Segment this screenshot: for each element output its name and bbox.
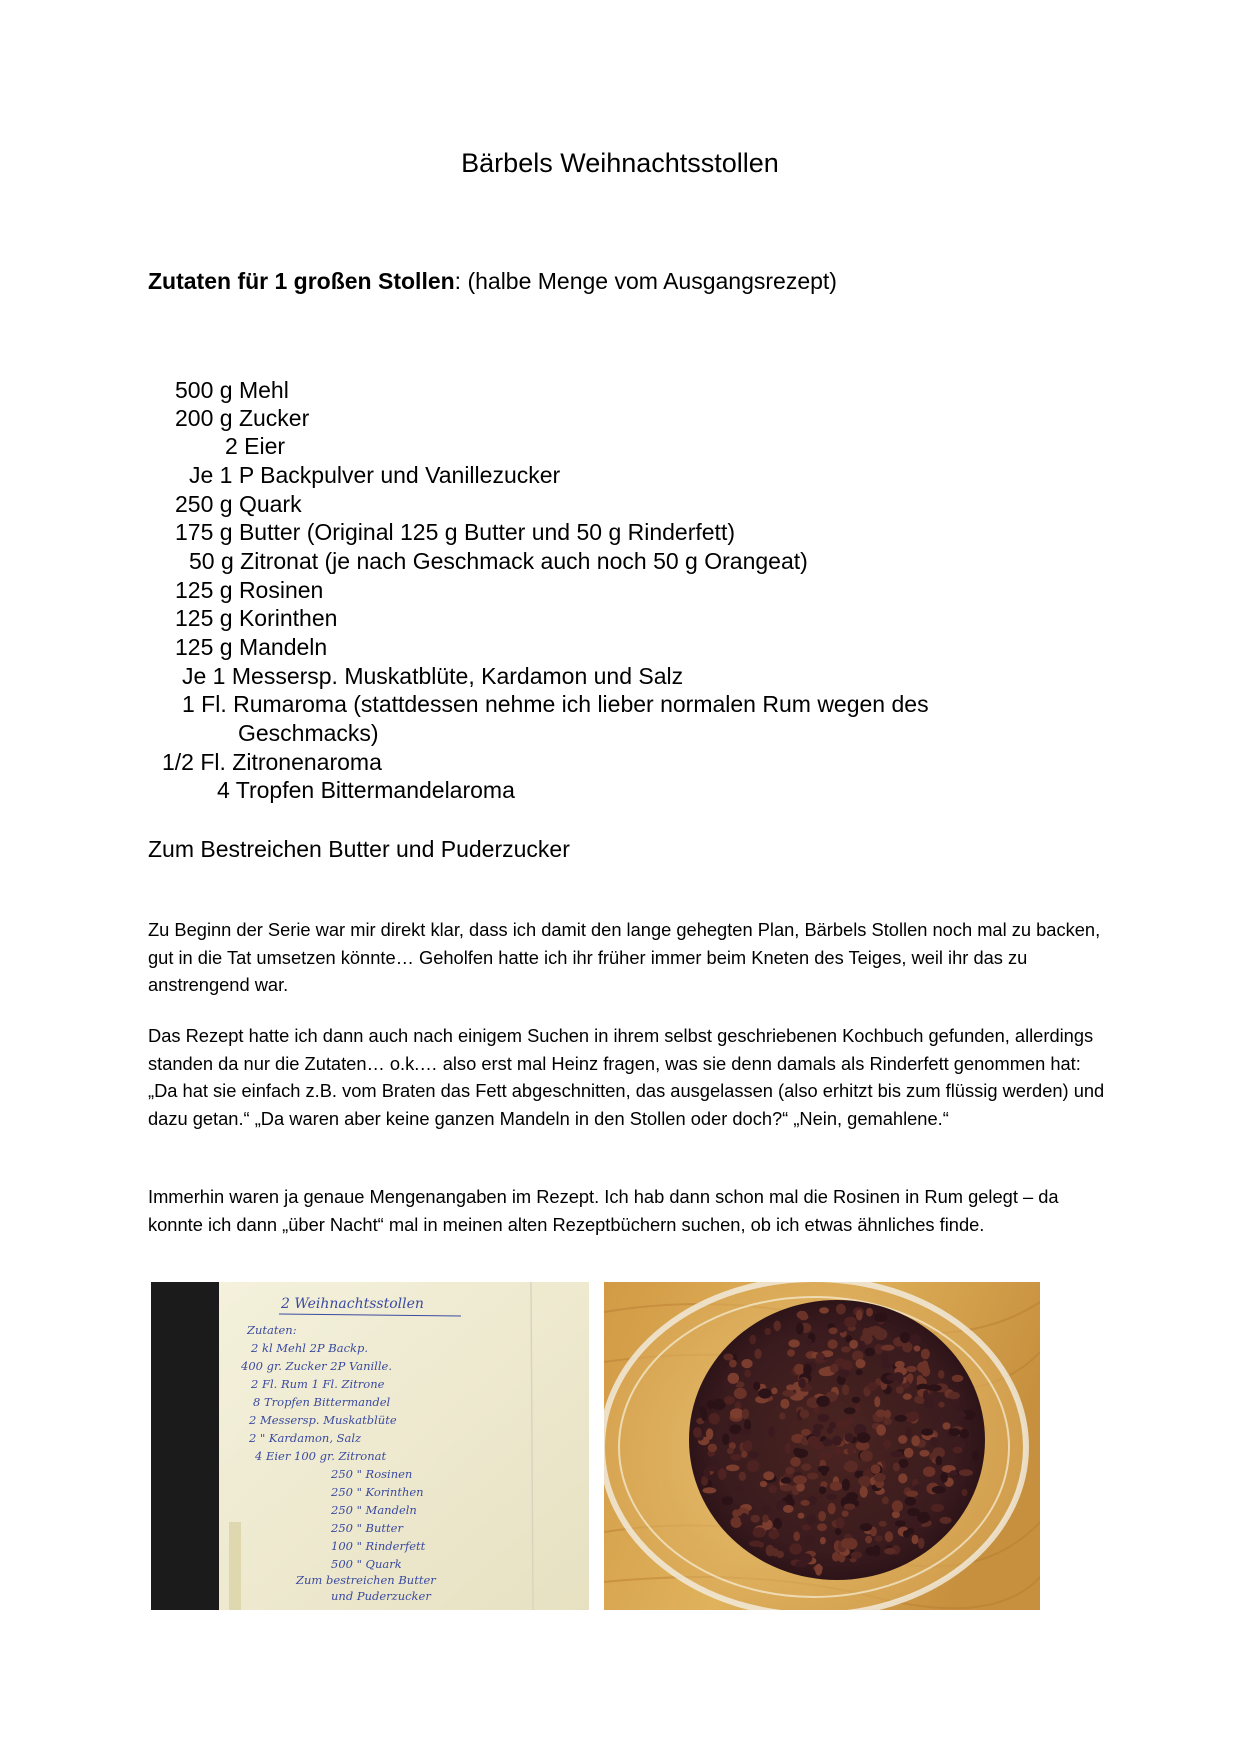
raisin xyxy=(962,1489,968,1497)
raisin xyxy=(739,1472,746,1481)
raisin xyxy=(818,1452,832,1461)
page-title: Bärbels Weihnachtsstollen xyxy=(461,148,779,178)
raisin xyxy=(898,1435,907,1444)
raisin xyxy=(907,1411,919,1420)
raisin xyxy=(823,1439,833,1447)
raisin xyxy=(940,1517,952,1524)
raisin xyxy=(892,1500,903,1512)
raisin xyxy=(760,1481,767,1487)
raisin xyxy=(718,1468,727,1480)
raisin xyxy=(949,1428,961,1436)
raisin xyxy=(769,1485,778,1494)
raisin xyxy=(817,1523,827,1531)
raisin xyxy=(935,1456,942,1466)
paragraph: Zu Beginn der Serie war mir direkt klar, dass ich damit den lange gehegten Plan, Bärbels Stollen noch mal zu backen, gut in die Tat umsetzen könnte… Geholfen hatte ich ihr früher immer beim Kneten des Teiges, weil ihr das zu anstrengend war. xyxy=(148,919,1101,995)
raisin xyxy=(768,1426,775,1437)
raisin xyxy=(751,1515,760,1523)
raisin xyxy=(740,1513,748,1524)
raisin xyxy=(794,1364,805,1375)
raisin xyxy=(917,1362,929,1373)
raisin xyxy=(740,1429,751,1435)
ingredient-item: 125 g Rosinen xyxy=(175,577,324,603)
raisin xyxy=(884,1548,896,1555)
raisin xyxy=(852,1397,860,1403)
raisin xyxy=(873,1545,881,1556)
handwritten-recipe-image xyxy=(151,1282,589,1610)
raisin xyxy=(813,1424,824,1431)
raisin xyxy=(828,1503,836,1514)
ingredient-item: 175 g Butter (Original 125 g Butter und 50 g Rinderfett) xyxy=(175,519,735,545)
raisin xyxy=(789,1543,802,1554)
raisin xyxy=(827,1427,833,1434)
handwritten-line: 250 " Korinthen xyxy=(331,1485,424,1499)
raisin xyxy=(860,1450,873,1462)
raisin xyxy=(851,1552,863,1559)
raisin xyxy=(953,1411,966,1418)
raisin xyxy=(909,1334,921,1345)
raisin xyxy=(921,1349,930,1360)
handwritten-line: 250 " Butter xyxy=(331,1521,403,1535)
ingredient-item: 250 g Quark xyxy=(175,491,302,517)
raisin xyxy=(782,1390,795,1397)
raisin xyxy=(818,1511,826,1521)
raisin xyxy=(907,1508,920,1516)
ingredient-item-continued: Geschmacks) xyxy=(238,720,379,746)
raisin xyxy=(742,1409,749,1419)
handwritten-recipe-photo xyxy=(151,1282,589,1610)
raisin xyxy=(900,1332,910,1343)
raisin xyxy=(849,1340,858,1349)
raisin xyxy=(836,1304,846,1315)
raisin xyxy=(883,1440,892,1449)
handwritten-line: 2 kl Mehl 2P Backp. xyxy=(251,1341,369,1355)
raisin xyxy=(749,1451,758,1458)
raisin xyxy=(860,1523,872,1531)
raisin xyxy=(855,1404,861,1412)
raisin xyxy=(732,1510,739,1518)
raisin xyxy=(722,1434,729,1445)
raisin xyxy=(857,1432,871,1443)
raisin xyxy=(842,1385,849,1396)
raisin xyxy=(780,1484,794,1491)
raisin xyxy=(785,1467,794,1474)
raisins-bowl-image xyxy=(604,1282,1040,1610)
raisin xyxy=(856,1359,866,1368)
raisin xyxy=(844,1504,856,1510)
raisin xyxy=(796,1323,804,1335)
raisin xyxy=(860,1486,868,1498)
raisin xyxy=(856,1310,863,1321)
raisin xyxy=(793,1531,800,1541)
raisin xyxy=(906,1366,917,1372)
raisin xyxy=(940,1472,947,1483)
raisin xyxy=(953,1447,963,1454)
raisin xyxy=(914,1345,921,1351)
raisin xyxy=(728,1373,740,1384)
raisin xyxy=(765,1328,772,1335)
paragraph: Das Rezept hatte ich dann auch nach einigem Suchen in ihrem selbst geschriebenen Kochbuch gefunden, allerdings standen da nur die Zutaten… o.k.… also erst mal Heinz fragen, was sie denn damals als Rinderfett genommen hat: „Da hat sie einfach z.B. vom Braten das Fett abgeschnitten, das ausgelassen (also erhitzt bis zum flüssig werden) und dazu getan.“ „Da waren aber keine ganzen Mandeln in den Stollen oder doch?“ „Nein, gemahlene.“ xyxy=(148,1025,1105,1129)
raisin xyxy=(806,1338,813,1346)
raisin xyxy=(874,1344,882,1355)
raisin xyxy=(830,1481,842,1490)
raisin xyxy=(875,1535,883,1542)
raisin xyxy=(881,1345,894,1351)
raisin xyxy=(800,1553,813,1563)
handwritten-line: 250 " Rosinen xyxy=(331,1467,413,1481)
handwritten-line: 2 Fl. Rum 1 Fl. Zitrone xyxy=(251,1377,385,1391)
raisin xyxy=(838,1554,845,1562)
raisin xyxy=(905,1497,916,1506)
raisin xyxy=(928,1385,942,1392)
raisin xyxy=(724,1396,735,1405)
ingredient-item: 4 Tropfen Bittermandelaroma xyxy=(217,777,515,803)
raisin xyxy=(906,1491,918,1497)
raisin xyxy=(832,1436,842,1446)
raisin xyxy=(730,1408,743,1418)
handwritten-line: 250 " Mandeln xyxy=(331,1503,417,1517)
raisin xyxy=(803,1364,812,1376)
raisin xyxy=(895,1361,905,1368)
raisin xyxy=(973,1450,979,1461)
raisin xyxy=(731,1454,742,1461)
ingredient-item: 50 g Zitronat (je nach Geschmack auch noch 50 g Orangeat) xyxy=(189,548,808,574)
raisin xyxy=(758,1388,771,1398)
raisin xyxy=(904,1448,914,1458)
handwritten-line: 400 gr. Zucker 2P Vanille. xyxy=(241,1359,392,1373)
raisin xyxy=(907,1528,915,1534)
raisin xyxy=(807,1473,818,1480)
handwritten-line: 2 " Kardamon, Salz xyxy=(249,1431,362,1445)
raisin xyxy=(847,1445,854,1456)
raisin xyxy=(741,1451,747,1458)
handwritten-line: 8 Tropfen Bittermandel xyxy=(253,1395,391,1409)
raisin xyxy=(753,1527,766,1537)
spread-note: Zum Bestreichen Butter und Puderzucker xyxy=(148,836,570,862)
raisin xyxy=(729,1360,737,1368)
handwritten-line: 4 Eier 100 gr. Zitronat xyxy=(255,1449,387,1463)
page-stain xyxy=(229,1522,241,1610)
raisin xyxy=(802,1524,810,1530)
raisin xyxy=(819,1307,829,1313)
raisin xyxy=(938,1370,945,1379)
raisin xyxy=(704,1468,710,1478)
raisin xyxy=(727,1448,734,1455)
raisin xyxy=(815,1564,822,1576)
ingredient-item: 500 g Mehl xyxy=(175,377,289,403)
raisin xyxy=(874,1396,880,1407)
raisin xyxy=(736,1485,744,1494)
raisin xyxy=(706,1428,713,1440)
raisin xyxy=(798,1378,806,1388)
raisin xyxy=(805,1536,815,1545)
raisin xyxy=(960,1429,969,1439)
raisin xyxy=(743,1440,753,1452)
raisin xyxy=(749,1540,762,1546)
raisin xyxy=(801,1463,811,1470)
raisin xyxy=(783,1505,794,1513)
raisin xyxy=(943,1422,951,1429)
raisin xyxy=(914,1485,921,1492)
raisin xyxy=(703,1487,717,1493)
raisin xyxy=(763,1471,774,1480)
raisin xyxy=(898,1473,907,1483)
raisin xyxy=(859,1341,866,1351)
raisin xyxy=(772,1548,779,1557)
raisin xyxy=(918,1538,925,1549)
raisin xyxy=(729,1424,741,1434)
raisin xyxy=(893,1462,900,1471)
raisin xyxy=(879,1521,887,1527)
raisin xyxy=(793,1448,800,1455)
raisin xyxy=(856,1369,863,1375)
raisin xyxy=(800,1409,809,1418)
raisin xyxy=(959,1469,973,1476)
ingredient-item: Je 1 Messersp. Muskatblüte, Kardamon und Salz xyxy=(182,663,684,689)
raisin xyxy=(844,1433,853,1442)
handwritten-line: und Puderzucker xyxy=(331,1589,431,1603)
raisin xyxy=(841,1346,851,1352)
raisin xyxy=(923,1467,935,1477)
raisin xyxy=(762,1505,770,1514)
raisin xyxy=(726,1465,740,1472)
ingredient-item: 125 g Korinthen xyxy=(175,605,338,631)
raisin xyxy=(923,1390,929,1401)
ingredient-item: 2 Eier xyxy=(225,433,286,459)
raisin xyxy=(885,1531,893,1542)
raisin xyxy=(699,1407,706,1415)
raisin xyxy=(929,1437,938,1446)
raisin xyxy=(747,1460,760,1472)
handwritten-line: 500 " Quark xyxy=(331,1557,402,1571)
ingredient-item: Je 1 P Backpulver und Vanillezucker xyxy=(189,462,561,488)
raisin xyxy=(931,1504,944,1512)
raisin xyxy=(865,1536,872,1544)
ingredients-heading-bold: Zutaten für 1 großen Stollen xyxy=(148,268,455,294)
raisin xyxy=(793,1475,807,1484)
raisin xyxy=(846,1492,858,1501)
handwritten-line: 100 " Rinderfett xyxy=(331,1539,426,1553)
raisin xyxy=(771,1388,777,1395)
raisin xyxy=(911,1435,920,1446)
ingredients-heading-note: : (halbe Menge vom Ausgangsrezept) xyxy=(454,268,837,294)
raisin xyxy=(799,1314,809,1321)
raisin xyxy=(820,1537,826,1544)
raisin xyxy=(882,1496,889,1504)
raisin xyxy=(781,1477,792,1484)
raisin xyxy=(932,1486,946,1494)
raisin xyxy=(952,1375,964,1382)
raisin xyxy=(881,1353,888,1364)
handwritten-line: 2 Messersp. Muskatblüte xyxy=(249,1413,397,1427)
raisin xyxy=(744,1370,751,1378)
raisin xyxy=(722,1496,734,1505)
ingredients-heading xyxy=(148,268,837,295)
raisin xyxy=(896,1386,904,1393)
raisin xyxy=(874,1473,886,1482)
raisin xyxy=(845,1416,854,1425)
raisin xyxy=(862,1479,871,1486)
raisin xyxy=(890,1451,903,1457)
raisin xyxy=(801,1429,811,1436)
raisin xyxy=(790,1457,801,1467)
raisin xyxy=(785,1443,791,1454)
raisin xyxy=(842,1511,849,1517)
handwritten-line: Zum bestreichen Butter xyxy=(296,1573,436,1587)
raisin xyxy=(886,1374,898,1380)
raisin xyxy=(754,1349,761,1359)
raisin xyxy=(876,1424,886,1435)
raisin xyxy=(867,1382,877,1391)
raisin xyxy=(744,1419,751,1430)
raisin xyxy=(844,1407,856,1414)
raisin xyxy=(892,1511,900,1518)
ingredient-item: 200 g Zucker xyxy=(175,405,310,431)
raisin xyxy=(842,1479,850,1491)
raisin xyxy=(829,1327,838,1334)
raisin xyxy=(787,1349,795,1356)
raisin xyxy=(806,1514,816,1525)
ingredient-item: 125 g Mandeln xyxy=(175,634,328,660)
raisin xyxy=(905,1428,911,1439)
raisin xyxy=(819,1486,826,1494)
raisins-bowl-photo xyxy=(604,1282,1040,1610)
raisin xyxy=(912,1535,919,1545)
raisin xyxy=(871,1464,881,1474)
raisin xyxy=(884,1418,892,1425)
raisin xyxy=(865,1348,876,1357)
raisin xyxy=(800,1500,809,1506)
raisin xyxy=(709,1413,720,1425)
raisin xyxy=(907,1373,913,1382)
handwritten-heading: 2 Weihnachtsstollen xyxy=(281,1296,424,1312)
raisin xyxy=(788,1339,799,1347)
raisin xyxy=(895,1415,907,1422)
raisin xyxy=(921,1429,933,1436)
raisin xyxy=(903,1393,912,1399)
raisin xyxy=(779,1413,785,1420)
raisin xyxy=(919,1450,929,1457)
raisin xyxy=(874,1328,887,1340)
handwritten-line: Zutaten: xyxy=(247,1323,297,1337)
raisin xyxy=(762,1515,769,1523)
raisin xyxy=(950,1470,958,1476)
paragraph: Immerhin waren ja genaue Mengenangaben im Rezept. Ich hab dann schon mal die Rosinen in Rum gelegt – da konnte ich dann „über Nacht“ mal in meinen alten Rezeptbüchern suchen, ob ich etwas ähnliches finde. xyxy=(148,1186,1059,1235)
raisin xyxy=(723,1354,733,1361)
raisin xyxy=(948,1392,960,1400)
raisin xyxy=(899,1459,909,1468)
raisin xyxy=(833,1448,844,1455)
raisin xyxy=(844,1317,857,1328)
raisin xyxy=(828,1339,838,1349)
raisin xyxy=(844,1464,857,1471)
ingredient-item: 1 Fl. Rumaroma (stattdessen nehme ich lieber normalen Rum wegen des xyxy=(182,691,929,717)
raisin xyxy=(830,1364,839,1373)
raisin xyxy=(798,1513,805,1519)
raisin xyxy=(780,1399,789,1409)
raisin xyxy=(768,1530,779,1539)
raisin xyxy=(818,1414,830,1422)
raisin xyxy=(938,1402,944,1408)
raisin xyxy=(836,1517,845,1529)
raisin xyxy=(818,1466,830,1473)
ingredient-item: 1/2 Fl. Zitronenaroma xyxy=(162,749,382,775)
raisin xyxy=(826,1494,837,1500)
raisin xyxy=(838,1369,850,1378)
raisin xyxy=(741,1359,752,1368)
raisin xyxy=(774,1321,781,1332)
raisin xyxy=(841,1538,851,1549)
raisin xyxy=(816,1396,830,1407)
raisin xyxy=(693,1427,702,1438)
raisin xyxy=(753,1382,760,1391)
raisin xyxy=(817,1326,828,1332)
raisin xyxy=(876,1409,886,1417)
raisin xyxy=(874,1313,887,1322)
raisin xyxy=(708,1444,717,1453)
raisin xyxy=(734,1388,747,1399)
raisin xyxy=(749,1335,756,1345)
raisin xyxy=(835,1528,842,1535)
raisin xyxy=(866,1308,873,1317)
raisin xyxy=(895,1520,906,1526)
raisin xyxy=(816,1353,825,1361)
